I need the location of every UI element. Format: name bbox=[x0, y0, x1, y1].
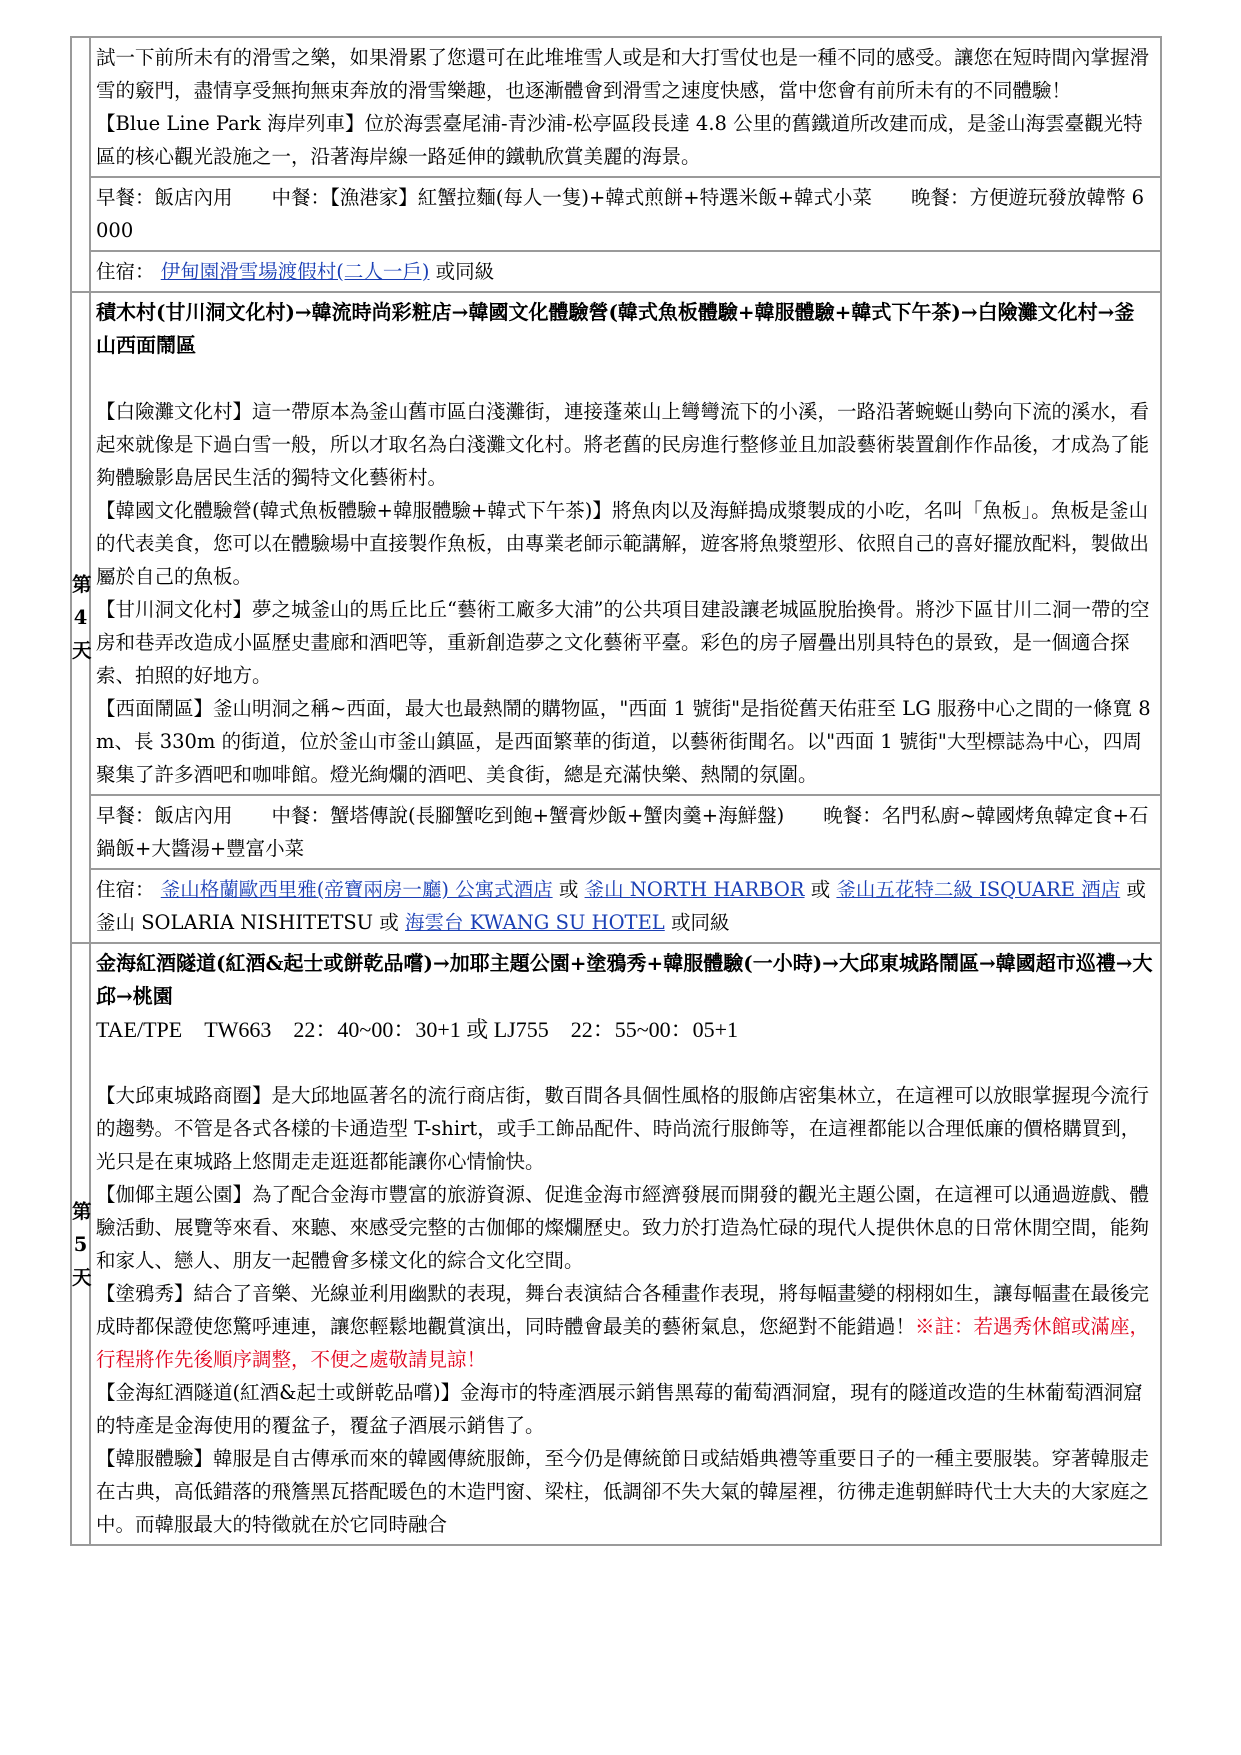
itinerary-table bbox=[70, 36, 1162, 1546]
day4-label-num: 4 bbox=[73, 606, 88, 629]
day3-meals: 早餐：飯店內用 中餐：【漁港家】紅蟹拉麵(每人一隻)+韓式煎餅+特選米飯+韓式小菜 晚餐：方便遊玩發放韓幣 6000 bbox=[90, 177, 1161, 251]
stay-label: 住宿： bbox=[96, 260, 155, 283]
itinerary-page bbox=[70, 36, 1162, 1546]
spacer bbox=[96, 1046, 1154, 1079]
day4-label-char: 天 bbox=[72, 639, 92, 662]
day5-title: 金海紅酒隧道(紅酒&起士或餅乾品嚐)→加耶主題公園+塗鴉秀+韓服體驗(一小時)→大邱東城路鬧區→韓國超市巡禮→大邱→桃園 bbox=[96, 951, 1153, 1008]
day4-gamcheon-text: 【甘川洞文化村】夢之城釜山的馬丘比丘“藝術工廠多大浦”的公共項目建設讓老城區脫胎換骨。將沙下區甘川二洞一帶的空房和巷弄改造成小區歷史畫廊和酒吧等，重新創造夢之文化藝術平臺。彩色的房子層疊出別具特色的景致，是一個適合探索、拍照的好地方。 bbox=[96, 598, 1150, 687]
day5-label-char: 第 bbox=[72, 1199, 92, 1223]
day3-stay bbox=[90, 251, 1161, 292]
day4-meals: 早餐：飯店內用 中餐：蟹塔傳說(長腳蟹吃到飽+蟹膏炒飯+蟹肉羹+海鮮盤) 晚餐：名門私廚~韓國烤魚韓定食+石鍋飯+大醬湯+豐富小菜 bbox=[90, 795, 1161, 869]
or-text: 或 bbox=[810, 878, 831, 901]
day4-activity-cell bbox=[90, 292, 1161, 795]
day4-culture-camp-text: 【韓國文化體驗營(韓式魚板體驗+韓服體驗+韓式下午茶)】將魚肉以及海鮮搗成漿製成的小吃，名叫「魚板」。魚板是釜山的代表美食，您可以在體驗場中直接製作魚板，由專業老師示範講解，遊客將魚漿塑形、依照自己的喜好擺放配料，製做出屬於自己的魚板。 bbox=[96, 499, 1150, 588]
day4-meals-row bbox=[71, 795, 1161, 869]
day5-hanbok-text: 【韓服體驗】韓服是自古傳承而來的韓國傳統服飾，至今仍是傳統節日或結婚典禮等重要日子的一種主要服裝。穿著韓服走在古典，高低錯落的飛簷黑瓦搭配暖色的木造門窗、梁柱，低調卻不失大氣的韓屋裡，彷彿走進朝鮮時代士大夫的大家庭之中。而韓服最大的特徵就在於它同時融合 bbox=[96, 1447, 1150, 1536]
day5-label-num: 5 bbox=[73, 1232, 88, 1256]
stay-label: 住宿： bbox=[96, 878, 155, 901]
stay-suffix: 或同級 bbox=[435, 260, 495, 283]
day3-ski-text: 試一下前所未有的滑雪之樂，如果滑累了您還可在此堆堆雪人或是和大打雪仗也是一種不同的感受。讓您在短時間內掌握滑雪的竅門，盡情享受無拘無束奔放的滑雪樂趣，也逐漸體會到滑雪之速度快感，當中您會有前所未有的不同體驗！ bbox=[96, 46, 1150, 102]
day3-label-cell bbox=[71, 37, 90, 292]
day5-flight-info: TAE/TPE TW663 22：40~00：30+1 或 LJ755 22：55~00：05+1 bbox=[96, 1017, 739, 1042]
day3-stay-row bbox=[71, 251, 1161, 292]
painters-show-desc: 【塗鴉秀】結合了音樂、光線並利用幽默的表現，舞台表演結合各種畫作表現，將每幅畫變的栩栩如生，讓每幅畫在最後完成時都保證使您驚呼連連，讓您輕鬆地觀賞演出，同時體會最美的藝術氣息，您絕對不能錯過！ bbox=[96, 1282, 1150, 1338]
day5-label-char: 天 bbox=[72, 1265, 92, 1289]
show-notice: ※註：若遇秀休館或滿座，行程將作先後順序調整，不便之處敬請見諒！ bbox=[96, 1315, 1150, 1371]
hotel-link-isquare[interactable]: 釜山五花特二級 ISQUARE 酒店 bbox=[836, 878, 1121, 901]
day4-activity-row bbox=[71, 292, 1161, 795]
day3-blueline-text: 【Blue Line Park 海岸列車】位於海雲臺尾浦-青沙浦-松亭區段長達 4.8 公里的舊鐵道所改建而成，是釜山海雲臺觀光特區的核心觀光設施之一，沿著海岸線一路延伸的鐵軌欣賞美麗的海景。 bbox=[96, 112, 1143, 168]
hotel-link-kwang-su[interactable]: 海雲台 KWANG SU HOTEL bbox=[405, 911, 665, 934]
hotel-link-grand-oseria[interactable]: 釜山格蘭歐西里雅(帝寶兩房一廳) 公寓式酒店 bbox=[160, 878, 553, 901]
day4-title: 積木村(甘川洞文化村)→韓流時尚彩粧店→韓國文化體驗營(韓式魚板體驗+韓服體驗+韓式下午茶)→白險灘文化村→釜山西面鬧區 bbox=[96, 300, 1135, 357]
day5-gaya-park-text: 【伽倻主題公園】為了配合金海市豐富的旅游資源、促進金海市經濟發展而開發的觀光主題公園，在這裡可以通過遊戲、體驗活動、展覽等來看、來聽、來感受完整的古伽倻的燦爛歷史。致力於打造為忙碌的現代人提供休息的日常休閒空間，能夠和家人、戀人、朋友一起體會多樣文化的綜合文化空間。 bbox=[96, 1183, 1150, 1272]
day3-activity-row bbox=[71, 37, 1161, 177]
stay-suffix: 或同級 bbox=[670, 911, 730, 934]
day5-dongseongro-text: 【大邱東城路商圈】是大邱地區著名的流行商店街，數百間各具個性風格的服飾店密集林立，在這裡可以放眼掌握現今流行的趨勢。不管是各式各樣的卡通造型 T-shirt，或手工飾品配件、時尚流行服飾等，在這裡都能以合理低廉的價格購買到，光只是在東城路上悠閒走走逛逛都能讓你心情愉快。 bbox=[96, 1084, 1150, 1173]
day4-stay-row bbox=[71, 869, 1161, 943]
day5-activity-row bbox=[71, 943, 1161, 1545]
day5-activity-cell bbox=[90, 943, 1161, 1545]
day4-baekseon-text: 【白險灘文化村】這一帶原本為釜山舊市區白淺灘街，連接蓬萊山上彎彎流下的小溪，一路沿著蜿蜒山勢向下流的溪水，看起來就像是下過白雪一般，所以才取名為白淺灘文化村。將老舊的民房進行整修並且加設藝術裝置創作作品後，才成為了能夠體驗影島居民生活的獨特文化藝術村。 bbox=[96, 400, 1150, 489]
spacer bbox=[96, 362, 1154, 395]
hotel-link-north-harbor[interactable]: 釜山 NORTH HARBOR bbox=[584, 878, 805, 901]
day3-meals-row bbox=[71, 177, 1161, 251]
hotel-link-eden[interactable]: 伊甸園滑雪場渡假村(二人一戶) bbox=[160, 260, 430, 283]
day4-label-cell bbox=[71, 292, 90, 943]
day3-activity-cell bbox=[90, 37, 1161, 177]
day4-stay bbox=[90, 869, 1161, 943]
hotel-solaria-text: 或釜山 SOLARIA NISHITETSU 或 bbox=[96, 878, 1146, 934]
day5-label-cell bbox=[71, 943, 90, 1545]
day4-label-char: 第 bbox=[72, 573, 92, 596]
day4-seomyeon-text: 【西面鬧區】釜山明洞之稱~西面，最大也最熱鬧的購物區，"西面 1 號街"是指從舊天佑莊至 LG 服務中心之間的一條寬 8m、長 330m 的街道，位於釜山市釜山鎮區，是西面繁華的街道，以藝術街聞名。以"西面 1 號街"大型標誌為中心，四周聚集了許多酒吧和咖啡館。燈光絢爛的酒吧、美食街，總是充滿快樂、熱鬧的氛圍。 bbox=[96, 697, 1151, 786]
day5-painters-show-text bbox=[96, 1277, 1154, 1376]
day5-wine-tunnel-text: 【金海紅酒隧道(紅酒&起士或餅乾品嚐)】金海市的特產酒展示銷售黑莓的葡萄酒洞窟，現有的隧道改造的生林葡萄酒洞窟的特產是金海使用的覆盆子，覆盆子酒展示銷售了。 bbox=[96, 1381, 1143, 1437]
or-text: 或 bbox=[558, 878, 579, 901]
